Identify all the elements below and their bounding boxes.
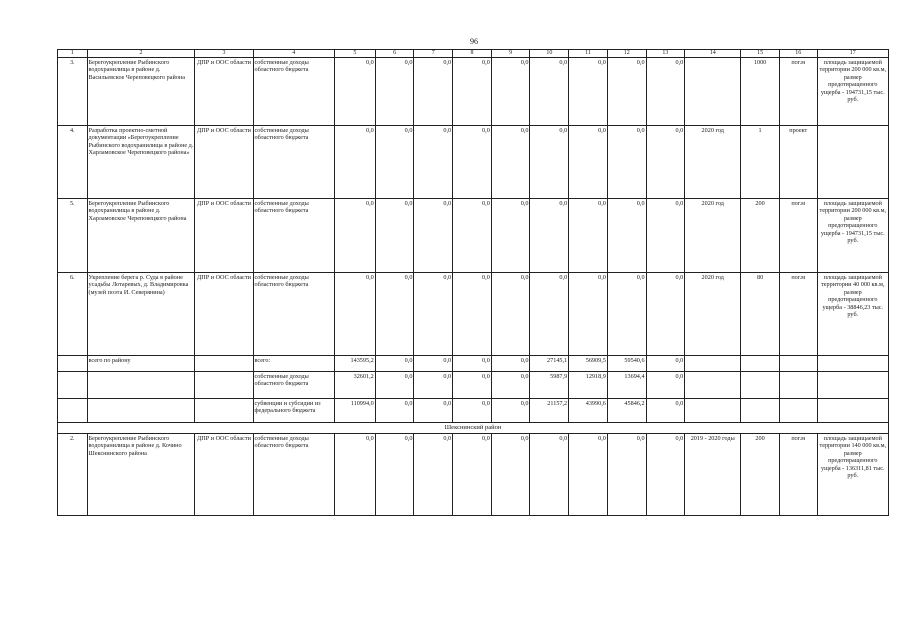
column-header: 1 <box>58 50 88 58</box>
year-cell: 2020 год <box>685 126 741 199</box>
empty-cell <box>741 356 780 372</box>
empty-cell <box>741 372 780 399</box>
responsible: ДПР и ООС области <box>195 199 253 273</box>
amount-cell: 0,0 <box>569 199 608 273</box>
amount-cell: 21157,2 <box>530 399 569 423</box>
funding-source: собственные доходы областного бюджета <box>253 273 334 356</box>
amount-cell: 12918,9 <box>569 372 608 399</box>
subtotal-row <box>58 372 889 399</box>
column-header: 6 <box>375 50 414 58</box>
year-cell: 2020 год <box>685 199 741 273</box>
responsible: ДПР и ООС области <box>195 58 253 126</box>
empty-cell <box>195 372 253 399</box>
amount-cell: 0,0 <box>607 434 646 516</box>
column-header: 9 <box>491 50 530 58</box>
amount-cell: 0,0 <box>375 399 414 423</box>
amount-cell: 143595,2 <box>334 356 375 372</box>
amount-cell: 0,0 <box>414 372 453 399</box>
unit-cell: пог.м <box>779 273 817 356</box>
amount-cell: 0,0 <box>375 58 414 126</box>
amount-cell: 0,0 <box>491 434 530 516</box>
empty-cell <box>779 399 817 423</box>
amount-cell: 0,0 <box>491 399 530 423</box>
quantity-cell: 80 <box>741 273 780 356</box>
result-cell <box>817 126 888 199</box>
row-number: 6. <box>58 273 88 356</box>
amount-cell: 0,0 <box>491 356 530 372</box>
column-header: 12 <box>607 50 646 58</box>
amount-cell: 0,0 <box>334 273 375 356</box>
amount-cell: 0,0 <box>334 58 375 126</box>
activity-name: Берегоукрепление Рыбинского водохранилища в районе д. Васильевское Череповецкого района <box>87 58 195 126</box>
amount-cell: 0,0 <box>530 199 569 273</box>
amount-cell: 0,0 <box>414 199 453 273</box>
subtotal-row <box>58 356 889 372</box>
empty-cell <box>58 372 88 399</box>
amount-cell: 0,0 <box>375 126 414 199</box>
column-header: 2 <box>87 50 195 58</box>
amount-cell: 0,0 <box>334 199 375 273</box>
result-cell: площадь защищаемой территории 200 000 кв.м, размер предотвращенного ущерба - 194731,15 тыс. руб. <box>817 58 888 126</box>
amount-cell: 0,0 <box>646 356 685 372</box>
amount-cell: 0,0 <box>375 372 414 399</box>
amount-cell: 0,0 <box>530 126 569 199</box>
amount-cell: 0,0 <box>334 434 375 516</box>
quantity-cell: 200 <box>741 434 780 516</box>
amount-cell: 0,0 <box>414 399 453 423</box>
amount-cell: 0,0 <box>646 372 685 399</box>
amount-cell: 0,0 <box>530 273 569 356</box>
empty-cell <box>685 372 741 399</box>
amount-cell: 0,0 <box>607 58 646 126</box>
amount-cell: 0,0 <box>569 126 608 199</box>
amount-cell: 0,0 <box>453 372 492 399</box>
unit-cell: пог.м <box>779 58 817 126</box>
page-number: 96 <box>470 37 478 46</box>
responsible: ДПР и ООС области <box>195 434 253 516</box>
column-header: 14 <box>685 50 741 58</box>
result-cell: площадь защищаемой территории 200 000 кв.м, размер предотвращенного ущерба - 194731,15 тыс. руб. <box>817 199 888 273</box>
row-number: 3. <box>58 58 88 126</box>
column-header: 17 <box>817 50 888 58</box>
table-row <box>58 199 889 273</box>
amount-cell: 0,0 <box>607 273 646 356</box>
row-number: 4. <box>58 126 88 199</box>
amount-cell: 0,0 <box>491 372 530 399</box>
amount-cell: 0,0 <box>607 126 646 199</box>
amount-cell: 0,0 <box>414 58 453 126</box>
funding-source: собственные доходы областного бюджета <box>253 199 334 273</box>
amount-cell: 0,0 <box>530 58 569 126</box>
empty-cell <box>817 356 888 372</box>
table-row <box>58 273 889 356</box>
responsible: ДПР и ООС области <box>195 126 253 199</box>
empty-cell <box>817 399 888 423</box>
table-row <box>58 126 889 199</box>
empty-cell <box>87 372 195 399</box>
column-header: 11 <box>569 50 608 58</box>
amount-cell: 0,0 <box>453 356 492 372</box>
amount-cell: 0,0 <box>414 273 453 356</box>
empty-cell <box>87 399 195 423</box>
amount-cell: 0,0 <box>453 58 492 126</box>
empty-cell <box>195 399 253 423</box>
amount-cell: 0,0 <box>453 126 492 199</box>
amount-cell: 59540,6 <box>607 356 646 372</box>
row-number: 2. <box>58 434 88 516</box>
amount-cell: 0,0 <box>491 58 530 126</box>
unit-cell: пог.м <box>779 199 817 273</box>
result-cell: площадь защищаемой территории 140 000 кв.м, размер предотвращенного ущерба - 136311,81 тыс. руб. <box>817 434 888 516</box>
empty-cell <box>817 372 888 399</box>
funding-source: собственные доходы областного бюджета <box>253 58 334 126</box>
column-header: 7 <box>414 50 453 58</box>
amount-cell: 0,0 <box>453 273 492 356</box>
unit-cell: пог.м <box>779 434 817 516</box>
unit-cell: проект <box>779 126 817 199</box>
result-cell: площадь защищаемой территории 40 000 кв.м, размер предотвращенного ущерба - 38846,23 тыс. руб. <box>817 273 888 356</box>
funding-source: собственные доходы областного бюджета <box>253 126 334 199</box>
column-header: 13 <box>646 50 685 58</box>
amount-cell: 56909,5 <box>569 356 608 372</box>
table-row <box>58 434 889 516</box>
amount-cell: 0,0 <box>453 399 492 423</box>
funding-source: собственные доходы областного бюджета <box>253 372 334 399</box>
empty-cell <box>779 356 817 372</box>
column-header: 8 <box>453 50 492 58</box>
subtotal-label: всего по району <box>87 356 195 372</box>
amount-cell: 0,0 <box>453 199 492 273</box>
amount-cell: 0,0 <box>491 199 530 273</box>
amount-cell: 0,0 <box>491 126 530 199</box>
empty-cell <box>741 399 780 423</box>
quantity-cell: 1000 <box>741 58 780 126</box>
column-header: 3 <box>195 50 253 58</box>
activity-name: Берегоукрепление Рыбинского водохранилища в районе д. Кочино Шекснинского района <box>87 434 195 516</box>
section-row <box>58 423 889 434</box>
empty-cell <box>195 356 253 372</box>
amount-cell: 32601,2 <box>334 372 375 399</box>
program-table <box>57 49 889 516</box>
empty-cell <box>685 399 741 423</box>
amount-cell: 5987,9 <box>530 372 569 399</box>
empty-cell <box>58 399 88 423</box>
table-row <box>58 58 889 126</box>
amount-cell: 0,0 <box>414 356 453 372</box>
amount-cell: 0,0 <box>646 399 685 423</box>
amount-cell: 0,0 <box>375 356 414 372</box>
amount-cell: 0,0 <box>569 58 608 126</box>
empty-cell <box>685 356 741 372</box>
subtotal-row <box>58 399 889 423</box>
column-header: 10 <box>530 50 569 58</box>
amount-cell: 0,0 <box>646 126 685 199</box>
empty-cell <box>58 356 88 372</box>
amount-cell: 27145,1 <box>530 356 569 372</box>
section-title: Шекснинский район <box>58 423 889 434</box>
amount-cell: 0,0 <box>607 199 646 273</box>
year-cell <box>685 58 741 126</box>
empty-cell <box>779 372 817 399</box>
funding-source: субвенции и субсидии из федерального бюджета <box>253 399 334 423</box>
amount-cell: 0,0 <box>414 126 453 199</box>
amount-cell: 0,0 <box>334 126 375 199</box>
amount-cell: 0,0 <box>453 434 492 516</box>
amount-cell: 0,0 <box>646 273 685 356</box>
activity-name: Разработка проектно-сметной документации «Берегоукрепление Рыбинского водохранилища в районе д. Харламовское Череповецкого района» <box>87 126 195 199</box>
amount-cell: 43990,6 <box>569 399 608 423</box>
amount-cell: 110994,0 <box>334 399 375 423</box>
column-header: 16 <box>779 50 817 58</box>
amount-cell: 0,0 <box>375 273 414 356</box>
quantity-cell: 200 <box>741 199 780 273</box>
amount-cell: 0,0 <box>646 434 685 516</box>
header-row <box>58 50 889 58</box>
amount-cell: 0,0 <box>646 199 685 273</box>
amount-cell: 0,0 <box>646 58 685 126</box>
year-cell: 2020 год <box>685 273 741 356</box>
column-header: 4 <box>253 50 334 58</box>
quantity-cell: 1 <box>741 126 780 199</box>
column-header: 15 <box>741 50 780 58</box>
amount-cell: 45846,2 <box>607 399 646 423</box>
activity-name: Укрепление берега р. Суда в районе усадьбы Лотаревых, д. Владимировка (музей поэта И. Северянина) <box>87 273 195 356</box>
year-cell: 2019 - 2020 годы <box>685 434 741 516</box>
amount-cell: 0,0 <box>569 273 608 356</box>
amount-cell: 0,0 <box>491 273 530 356</box>
amount-cell: 0,0 <box>569 434 608 516</box>
activity-name: Берегоукрепление Рыбинского водохранилища в районе д. Харламовское Череповецкого района <box>87 199 195 273</box>
column-header: 5 <box>334 50 375 58</box>
responsible: ДПР и ООС области <box>195 273 253 356</box>
amount-cell: 13694,4 <box>607 372 646 399</box>
amount-cell: 0,0 <box>530 434 569 516</box>
amount-cell: 0,0 <box>414 434 453 516</box>
row-number: 5. <box>58 199 88 273</box>
amount-cell: 0,0 <box>375 434 414 516</box>
funding-source: всего: <box>253 356 334 372</box>
amount-cell: 0,0 <box>375 199 414 273</box>
funding-source: собственные доходы областного бюджета <box>253 434 334 516</box>
